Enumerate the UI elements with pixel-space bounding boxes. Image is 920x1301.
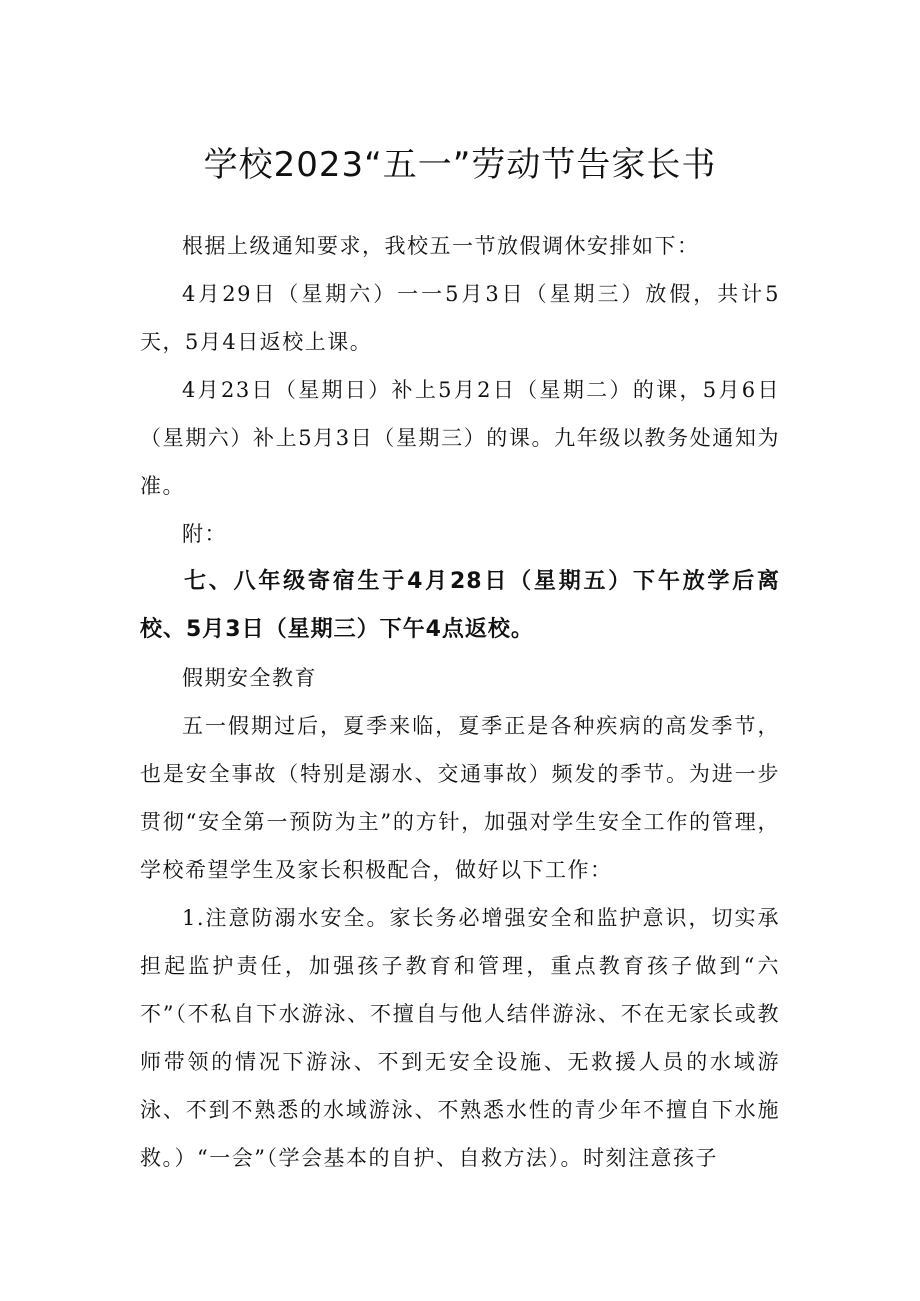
document-title: 学校2023“五一”劳动节告家长书 (203, 145, 717, 185)
section-heading-safety: 假期安全教育 (182, 666, 317, 690)
paragraph-makeup-classes: 4月23日（星期日）补上5月2日（星期二）的课，5月6日（星期六）补上5月3日（星期三）的课。九年级以教务处通知为准。 (140, 378, 780, 498)
paragraph-safety-intro: 五一假期过后，夏季来临，夏季正是各种疾病的高发季节，也是安全事故（特别是溺水、交通事故）频发的季节。为进一步贯彻“安全第一预防为主”的方针，加强对学生安全工作的管理，学校希望学生及家长积极配合，做好以下工作： (140, 714, 780, 882)
paragraph-intro: 根据上级通知要求，我校五一节放假调休安排如下： (182, 234, 700, 258)
paragraph-appendix-label: 附： (182, 522, 227, 546)
paragraph-drowning-safety: 1.注意防溺水安全。家长务必增强安全和监护意识，切实承担起监护责任，加强孩子教育和管理，重点教育孩子做到“六不”（不私自下水游泳、不擅自与他人结伴游泳、不在无家长或教师带领的情况下游泳、不到无安全设施、无救援人员的水域游泳、不到不熟悉的水域游泳、不熟悉水性的青少年不擅自下水施救。）“一会”（学会基本的自护、自救方法）。时刻注意孩子 (140, 906, 780, 1170)
paragraph-boarding-students: 七、八年级寄宿生于4月28日（星期五）下午放学后离校、5月3日（星期三）下午4点返校。 (140, 569, 780, 642)
document-body (140, 222, 780, 1182)
paragraph-holiday-dates: 4月29日（星期六）一一5月3日（星期三）放假，共计5天，5月4日返校上课。 (140, 282, 780, 354)
